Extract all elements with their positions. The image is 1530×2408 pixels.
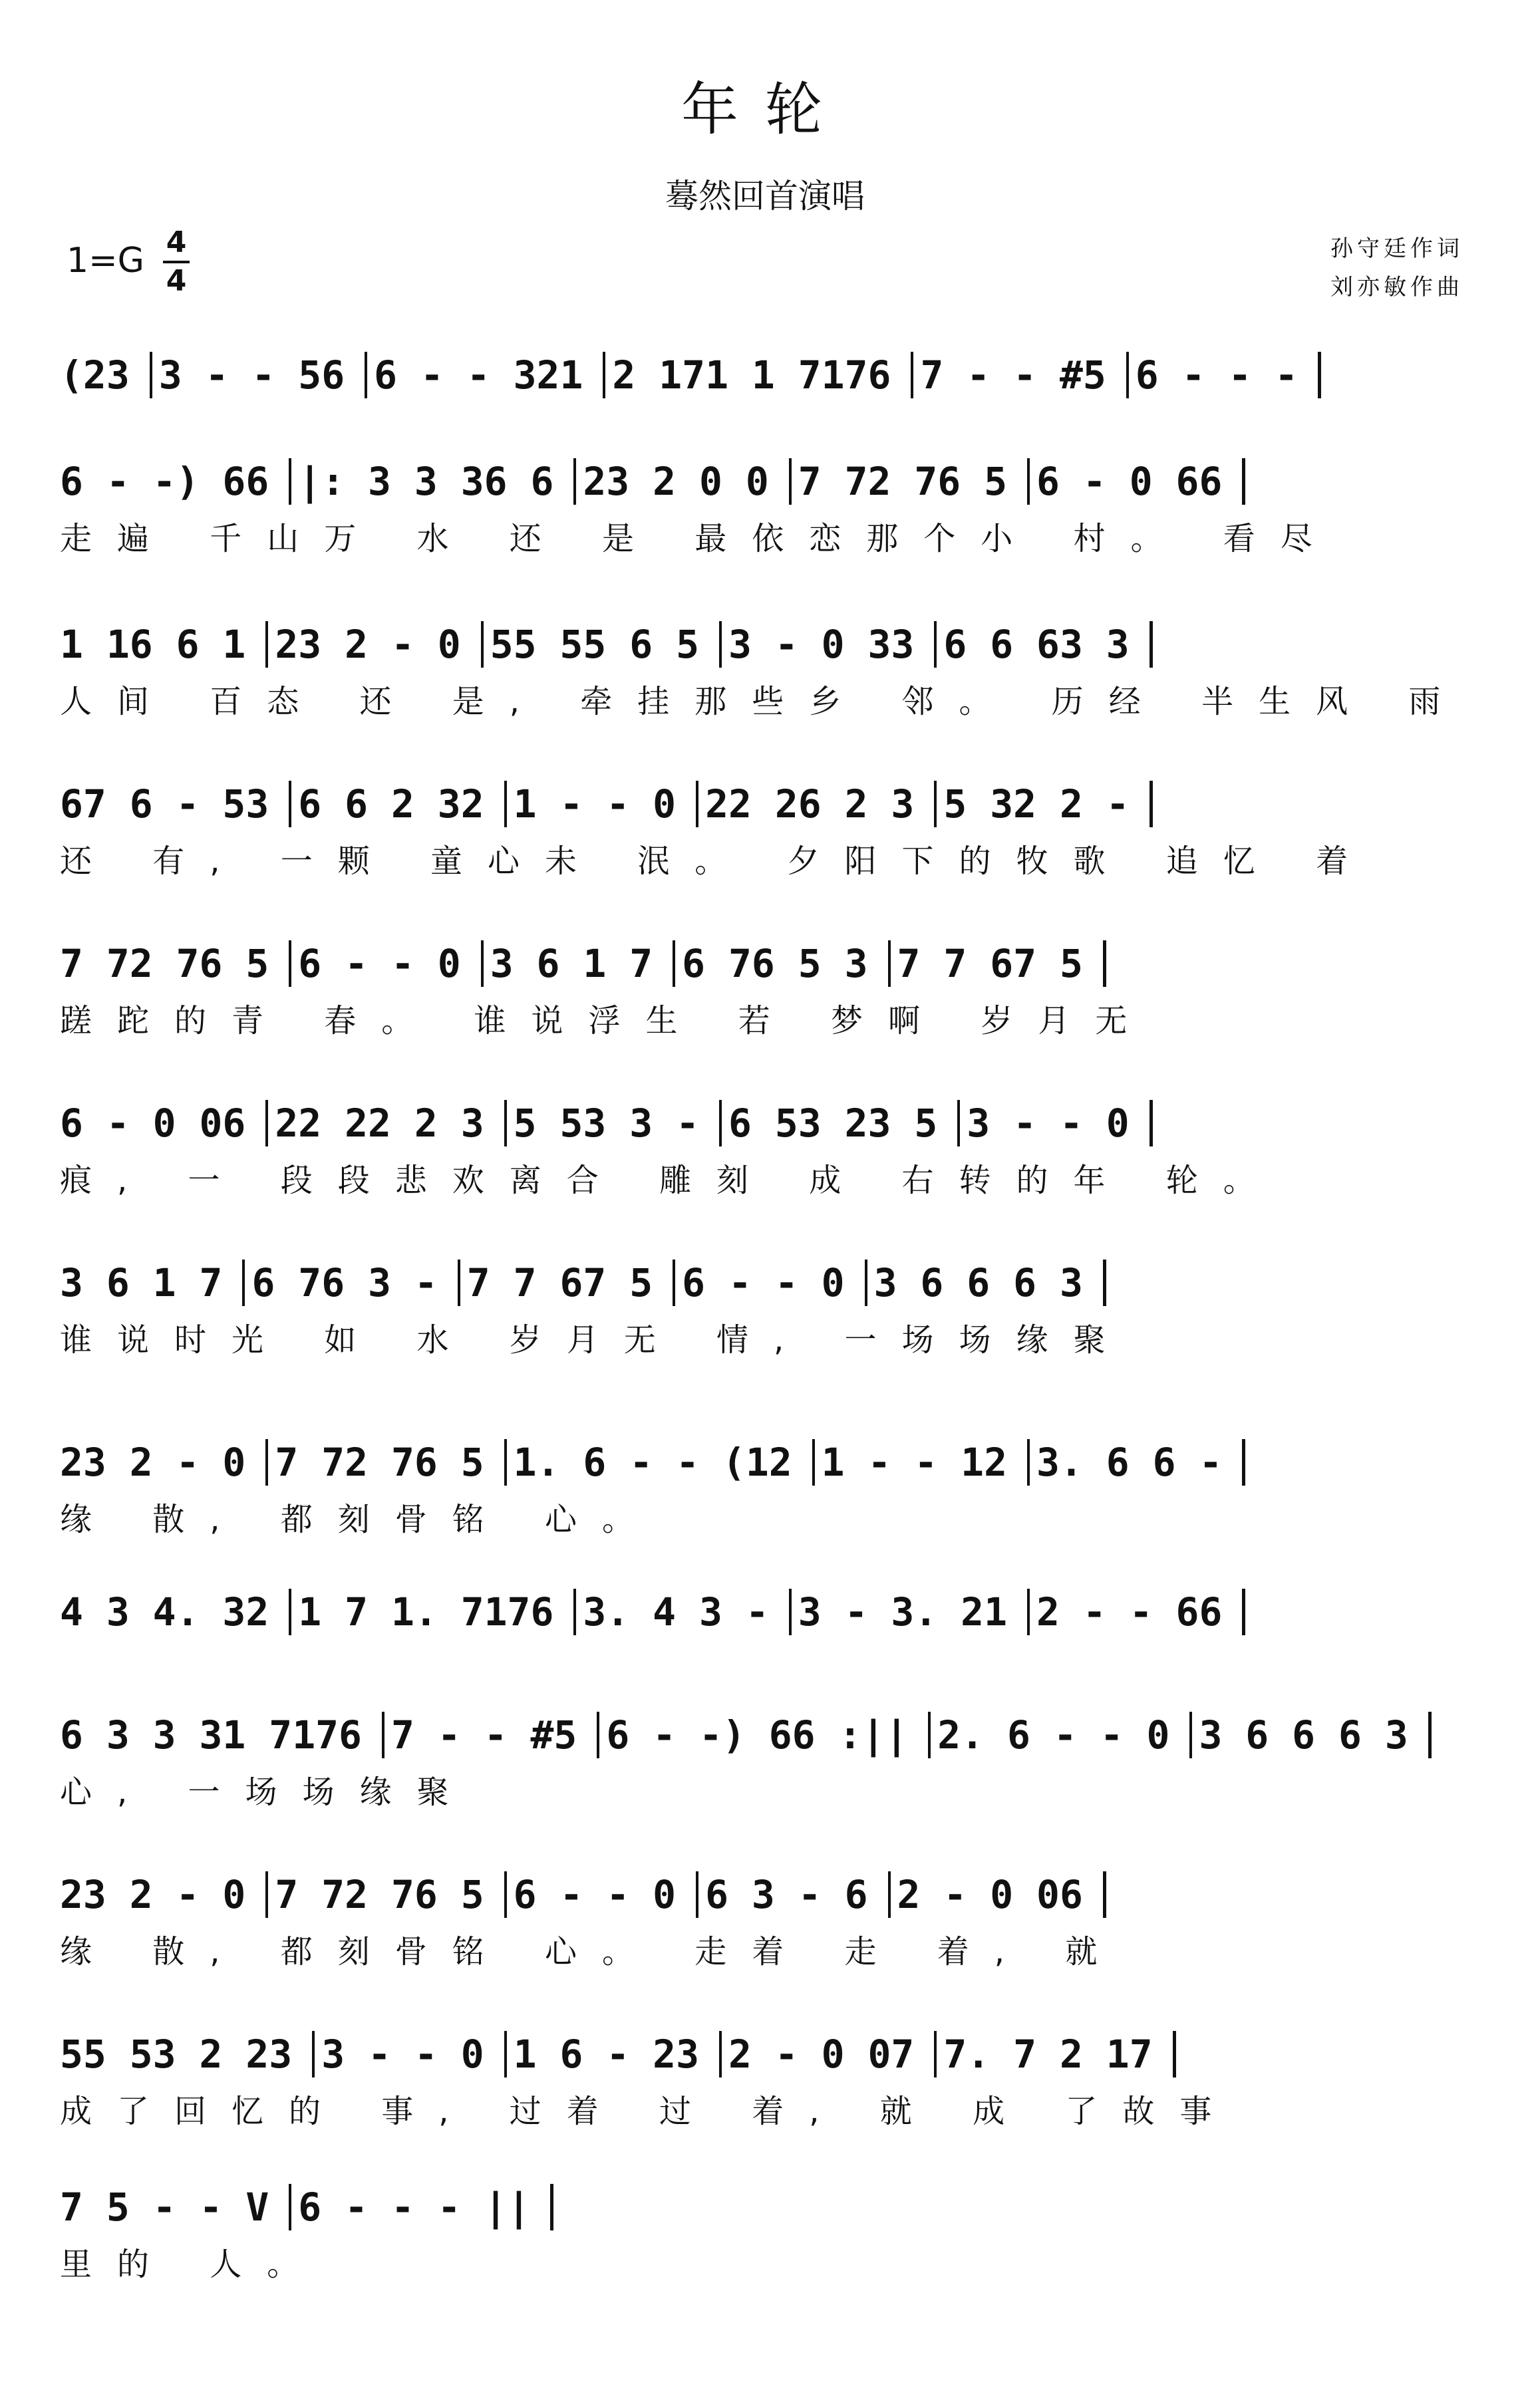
- measure: 2 - 0 06: [891, 1871, 1106, 1918]
- measure: 1 6 - 23: [507, 2031, 722, 2077]
- measure: 5 32 2 -: [937, 781, 1152, 827]
- measure: 2. 6 - - 0: [931, 1712, 1192, 1758]
- measure: 1 - - 0: [507, 781, 698, 827]
- measure: 4 3 4. 32: [53, 1589, 291, 1635]
- credits: [1330, 229, 1463, 307]
- score-row: [0, 342, 1530, 462]
- measure: 1 - - 12: [815, 1439, 1030, 1486]
- lyric-line: 蹉跎的青 春。 谁说浮生 若 梦啊 岁月无: [60, 1002, 1153, 1039]
- measure: 7 72 76 5: [792, 458, 1030, 505]
- lyricist-credit: 孙守廷作词: [1330, 235, 1463, 262]
- measure: 23 2 0 0: [576, 458, 791, 505]
- measure: 23 2 - 0: [268, 621, 483, 668]
- measure: 6 - - - ||: [291, 2184, 553, 2230]
- score-row: [0, 449, 1530, 569]
- score-row: [0, 1579, 1530, 1699]
- notation-line: [53, 342, 1477, 402]
- score-row: [0, 2022, 1530, 2141]
- notation-line: [53, 1702, 1477, 1762]
- measure: 7 7 67 5: [891, 940, 1106, 987]
- measure: |: 3 3 36 6: [291, 458, 576, 505]
- measure: 3 6 1 7: [484, 940, 675, 987]
- lyric-line: 缘 散, 都刻骨铭 心。: [60, 1501, 660, 1538]
- measure: 6 76 5 3: [675, 940, 890, 987]
- measure: 3 - - 0: [960, 1100, 1152, 1146]
- measure: 1. 6 - - (12: [507, 1439, 815, 1486]
- measure: 6 - - 0: [291, 940, 483, 987]
- measure: 3. 4 3 -: [576, 1589, 791, 1635]
- measure: 7 72 76 5: [268, 1871, 506, 1918]
- lyric-line: 里的 人。: [60, 2246, 325, 2283]
- score-row: [0, 1091, 1530, 1210]
- measure: 22 22 2 3: [268, 1100, 506, 1146]
- notation-line: [53, 771, 1477, 831]
- song-subtitle: 蓦然回首演唱: [665, 177, 865, 215]
- measure: 6 - 0 66: [1030, 458, 1245, 505]
- notation-line: [53, 2022, 1477, 2081]
- measure: 7 - - #5: [913, 352, 1128, 398]
- lyric-line: 心, 一场场缘聚: [60, 1774, 474, 1811]
- time-signature-bottom: 4: [166, 264, 187, 298]
- measure: 6 - - 0: [675, 1260, 867, 1306]
- time-signature-top: 4: [166, 225, 187, 259]
- measure: 6 6 2 32: [291, 781, 506, 827]
- measure: 3 6 6 6 3: [1192, 1712, 1431, 1758]
- measure: 67 6 - 53: [53, 781, 291, 827]
- lyric-line: 痕, 一 段段悲欢离合 雕刻 成 右转的年 轮。: [60, 1162, 1281, 1199]
- measure: 3 - - 0: [315, 2031, 506, 2077]
- score-row: [0, 1430, 1530, 1549]
- score-row: [0, 771, 1530, 891]
- measure: 2 171 1 7176: [605, 352, 913, 398]
- measure: 22 26 2 3: [698, 781, 937, 827]
- notation-line: [53, 1862, 1477, 1922]
- measure: 55 53 2 23: [53, 2031, 315, 2077]
- measure: 6 6 63 3: [937, 621, 1152, 668]
- measure: 6 76 3 -: [245, 1260, 460, 1306]
- measure: (23: [53, 352, 152, 398]
- measure: 5 53 3 -: [507, 1100, 722, 1146]
- time-signature-divider: [163, 261, 190, 263]
- time-signature: [163, 226, 190, 298]
- measure: 3. 6 6 -: [1030, 1439, 1245, 1486]
- measure: 3 - 0 33: [722, 621, 937, 668]
- lyric-line: 成了回忆的 事, 过着 过 着, 就 成 了故事: [60, 2093, 1237, 2130]
- lyric-line: 缘 散, 都刻骨铭 心。 走着 走 着, 就: [60, 1933, 1123, 1970]
- measure: 6 - - -: [1129, 352, 1321, 398]
- lyric-line: [60, 1646, 1477, 1692]
- measure: 23 2 - 0: [53, 1871, 268, 1918]
- measure: 3 6 1 7: [53, 1260, 245, 1306]
- measure: 3 - - 56: [152, 352, 367, 398]
- notation-line: [53, 1579, 1477, 1639]
- measure: 1 16 6 1: [53, 621, 268, 668]
- composer-credit: 刘亦敏作曲: [1330, 274, 1463, 301]
- notation-line: [53, 2175, 1477, 2234]
- measure: 7. 7 2 17: [937, 2031, 1175, 2077]
- measure: 23 2 - 0: [53, 1439, 268, 1486]
- lyric-line: 还 有, 一颗 童心未 泯。 夕阳下的牧歌 追忆 着: [60, 843, 1374, 880]
- measure: 7 - - #5: [384, 1712, 599, 1758]
- measure: 3 - 3. 21: [792, 1589, 1030, 1635]
- measure: 6 - - 321: [367, 352, 605, 398]
- notation-line: [53, 1250, 1477, 1310]
- measure: 6 3 3 31 7176: [53, 1712, 384, 1758]
- score-row: [0, 931, 1530, 1051]
- measure: 7 5 - - V: [53, 2184, 291, 2230]
- measure: 6 53 23 5: [722, 1100, 960, 1146]
- measure: 3 6 6 6 3: [867, 1260, 1106, 1306]
- notation-line: [53, 612, 1477, 672]
- measure: 1 7 1. 7176: [291, 1589, 576, 1635]
- lyric-line: 人间 百态 还 是, 牵挂那些乡 邻。 历经 半生风 雨: [60, 683, 1466, 720]
- score-row: [0, 1250, 1530, 1370]
- measure: 6 - -) 66: [53, 458, 291, 505]
- measure: 7 7 67 5: [460, 1260, 675, 1306]
- score-row: [0, 612, 1530, 732]
- notation-line: [53, 931, 1477, 991]
- measure: 6 3 - 6: [698, 1871, 890, 1918]
- measure: 2 - - 66: [1030, 1589, 1245, 1635]
- lyric-line: 走遍 千山万 水 还 是 最依恋那个小 村。 看尽: [60, 520, 1338, 557]
- measure: 7 72 76 5: [53, 940, 291, 987]
- measure: 6 - 0 06: [53, 1100, 268, 1146]
- score-row: [0, 1702, 1530, 1822]
- score-row: [0, 2175, 1530, 2294]
- lyric-line: 谁说时光 如 水 岁月无 情, 一场场缘聚: [60, 1321, 1131, 1359]
- notation-line: [53, 1430, 1477, 1490]
- key-signature: 1=G: [67, 241, 144, 281]
- measure: 6 - -) 66 :||: [599, 1712, 931, 1758]
- measure: 55 55 6 5: [484, 621, 722, 668]
- measure: 7 72 76 5: [268, 1439, 506, 1486]
- song-title: 年轮: [681, 76, 849, 143]
- measure: 2 - 0 07: [722, 2031, 937, 2077]
- measure: 6 - - 0: [507, 1871, 698, 1918]
- notation-line: [53, 449, 1477, 509]
- score-row: [0, 1862, 1530, 1982]
- notation-line: [53, 1091, 1477, 1150]
